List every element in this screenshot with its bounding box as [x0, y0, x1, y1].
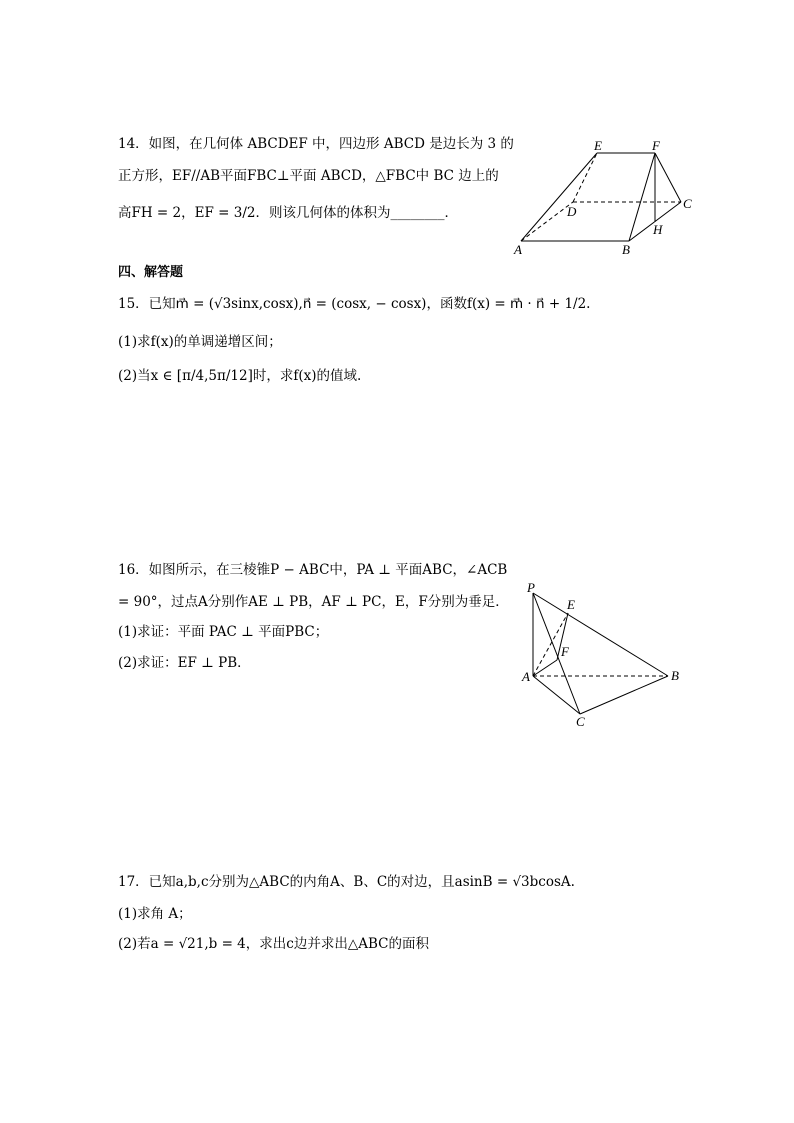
- q16-part2: (2)求证：EF ⊥ PB．: [118, 655, 251, 671]
- edge-FC: [655, 153, 681, 202]
- q16-part1: (1)求证：平面 PAC ⊥ 平面PBC；: [118, 624, 329, 640]
- section-heading: 四、解答题: [118, 265, 184, 280]
- q15-part2: (2)当x ∈ [π/4,5π/12]时，求f(x)的值域.: [118, 368, 362, 384]
- q17-part1: (1)求角 A；: [118, 906, 192, 922]
- edge-PB: [533, 593, 668, 676]
- q14-geometry-figure: [508, 136, 708, 261]
- q16-line1: 16．如图所示，在三棱锥P − ABC中，PA ⊥ 平面ABC，∠ACB: [118, 562, 508, 578]
- label-E: E: [594, 138, 602, 153]
- label-C: C: [683, 196, 692, 211]
- label-A: A: [522, 669, 530, 684]
- edge-AE: [521, 153, 597, 241]
- q15-part1: (1)求f(x)的单调递增区间；: [118, 334, 282, 350]
- edge-AD-hidden: [521, 202, 573, 241]
- label-B: B: [671, 668, 679, 683]
- segment-AF: [533, 660, 557, 676]
- q14-line2: 正方形，EF//AB平面FBC⊥平面 ABCD，△FBC中 BC 边上的: [118, 168, 499, 184]
- q15-line1: 15．已知m⃗ = (√3sinx,cosx),n⃗ = (cosx, − cosx)，函数f(x) = m⃗ · n⃗ + 1/2.: [118, 296, 591, 312]
- label-P: P: [527, 580, 535, 595]
- q17-part2: (2)若a = √21,b = 4，求出c边并求出△ABC的面积: [118, 936, 429, 952]
- edge-CB: [580, 676, 668, 714]
- q17-line1: 17．已知a,b,c分别为△ABC的内角A、B、C的对边，且asinB = √3bcosA.: [118, 874, 575, 890]
- label-E: E: [567, 597, 575, 612]
- q16-line2: = 90°，过点A分别作AE ⊥ PB，AF ⊥ PC，E，F分别为垂足．: [118, 594, 509, 610]
- q16-tetrahedron-figure: [518, 580, 693, 730]
- label-B: B: [622, 242, 630, 257]
- label-C: C: [576, 714, 585, 729]
- q14-line1: 14．如图，在几何体 ABCDEF 中，四边形 ABCD 是边长为 3 的: [118, 136, 514, 152]
- label-H: H: [653, 222, 663, 237]
- edge-DE-hidden: [573, 153, 597, 202]
- label-D: D: [567, 204, 577, 219]
- label-F: F: [652, 138, 660, 153]
- q14-line3: 高FH = 2，EF = 3/2．则该几何体的体积为________．: [118, 205, 458, 221]
- edge-FB: [629, 153, 655, 241]
- label-F: F: [561, 644, 569, 659]
- label-A: A: [514, 242, 522, 257]
